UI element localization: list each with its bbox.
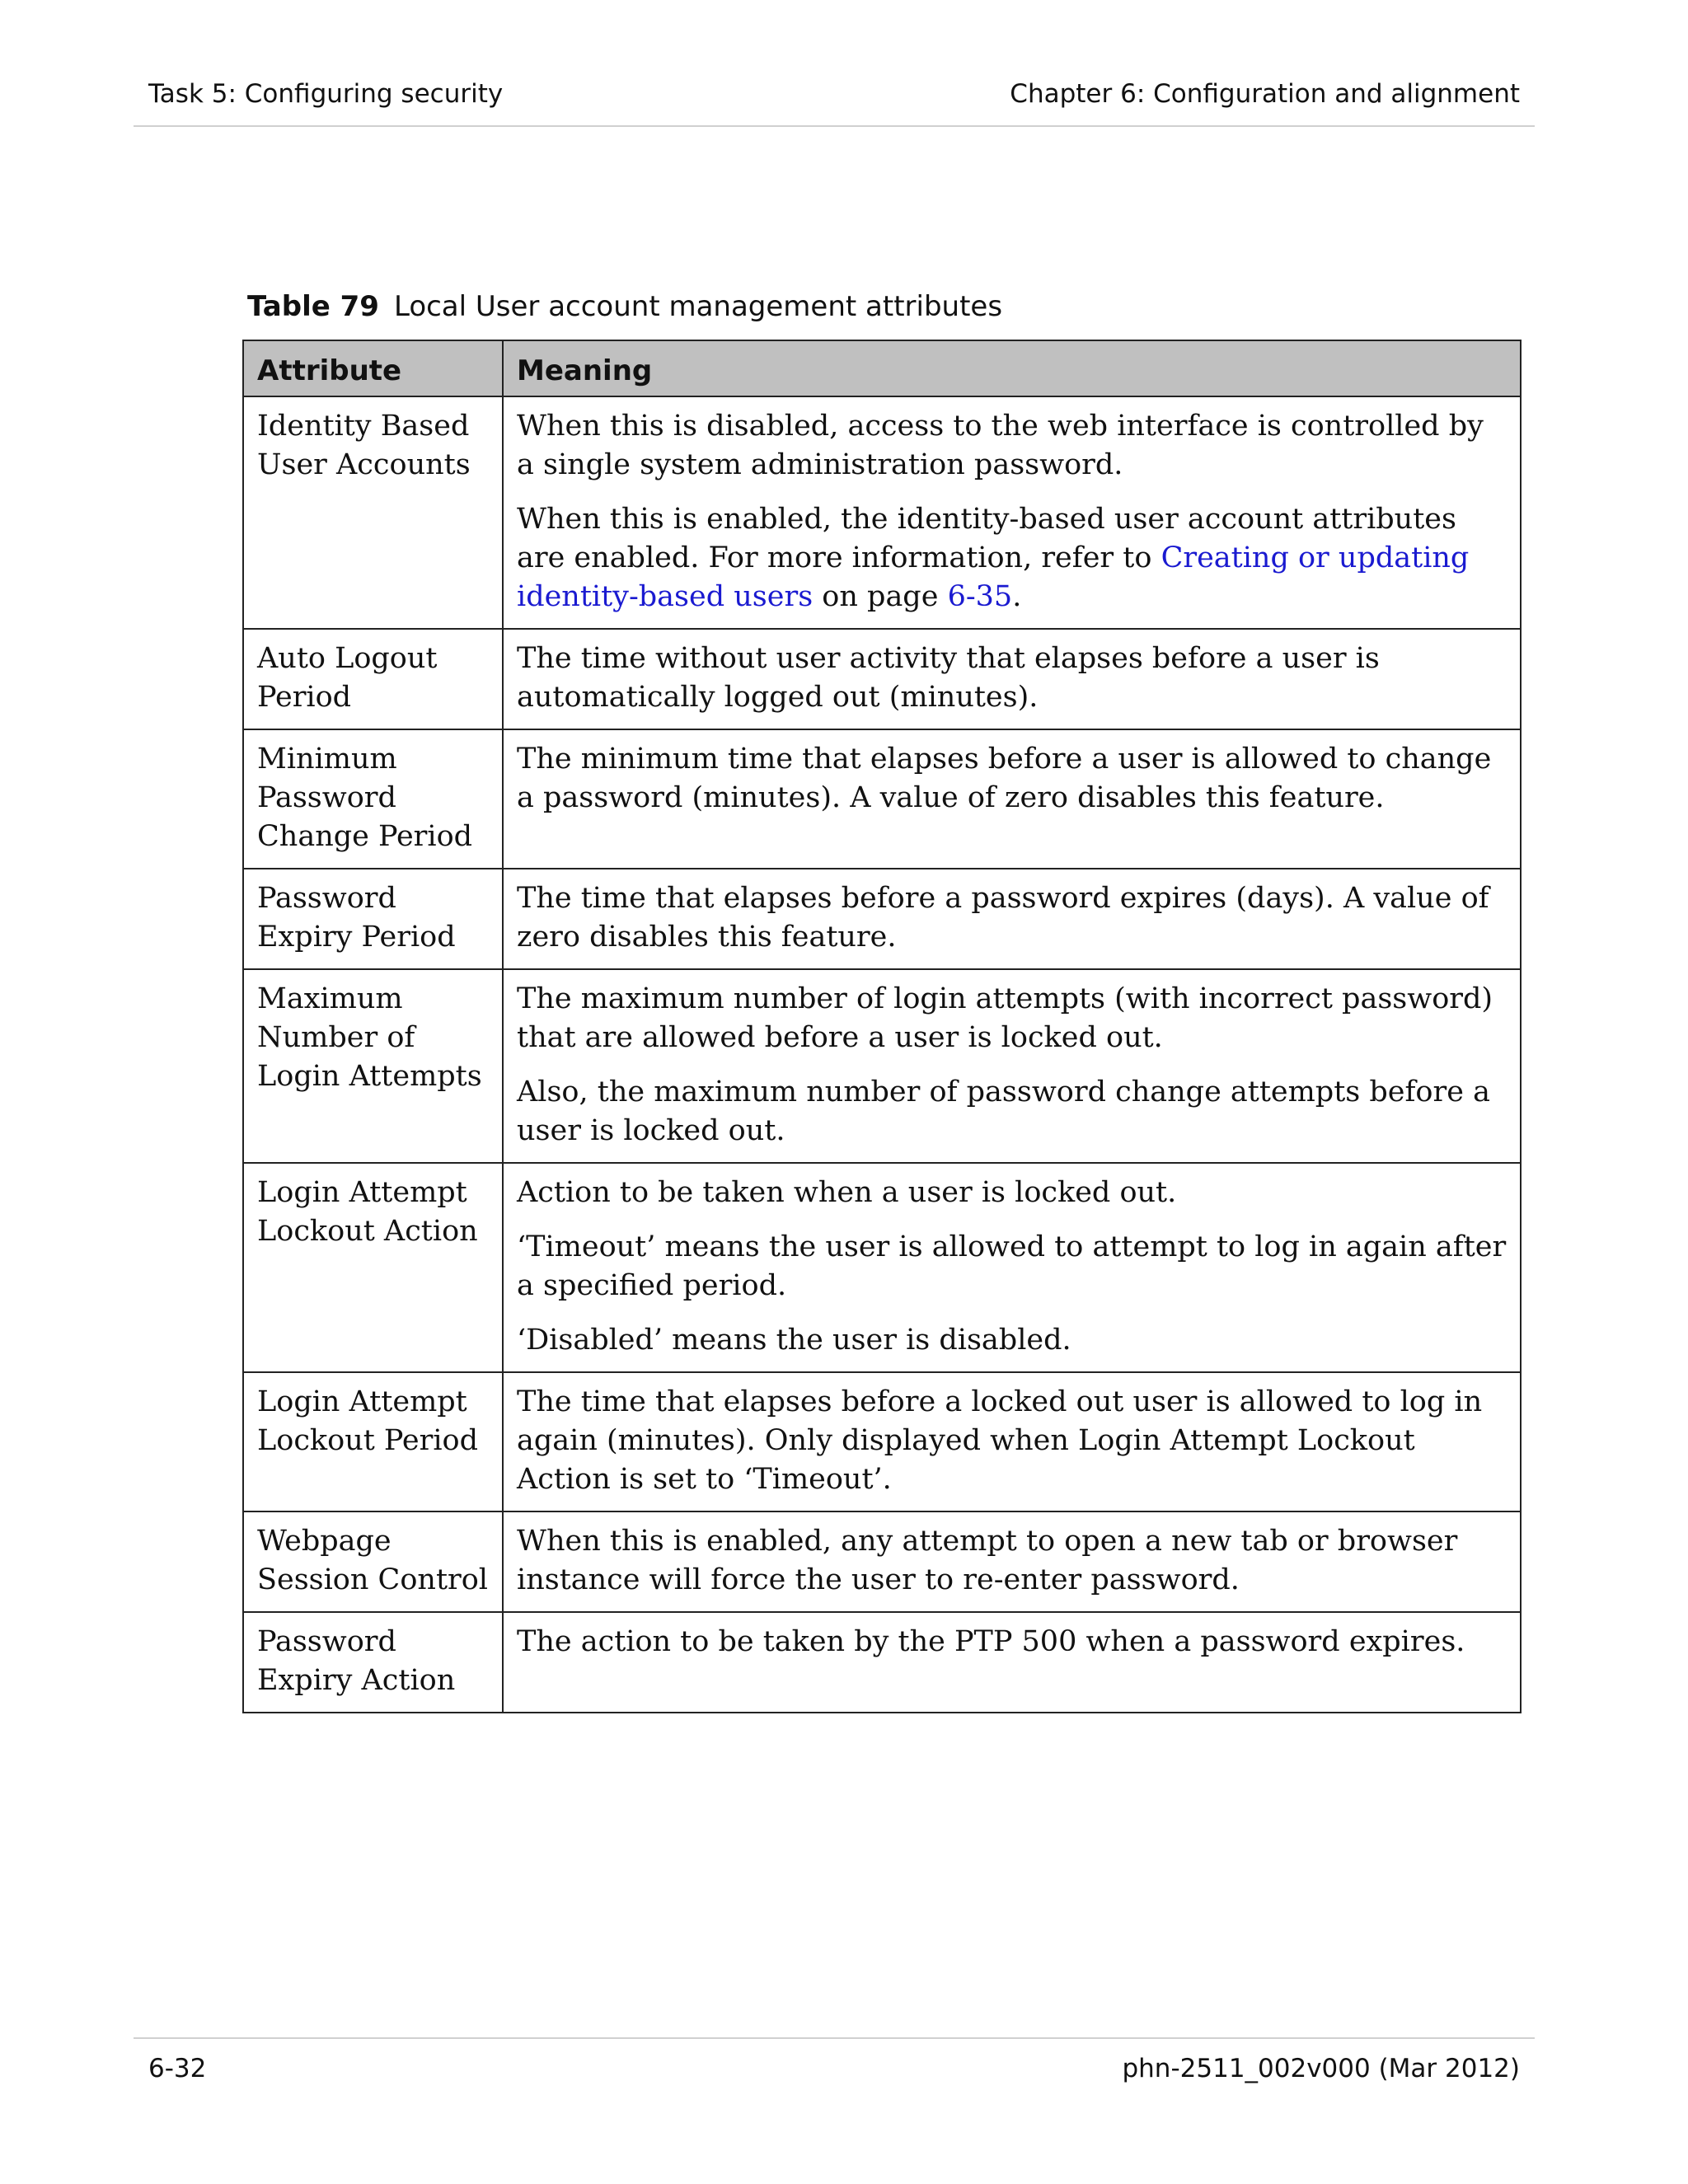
- attribute-cell: Webpage Session Control: [243, 1511, 503, 1612]
- header-section-title: Task 5: Configuring security: [148, 79, 504, 109]
- meaning-cell: [503, 1372, 1521, 1511]
- header-chapter-title: Chapter 6: Configuration and alignment: [1010, 79, 1520, 109]
- meaning-paragraph: When this is disabled, access to the web interface is controlled by a single system administration password.: [517, 410, 1484, 481]
- meaning-text: When this is enabled, the identity-based user account attributes are enabled. For more information, refer to: [517, 503, 1456, 574]
- attribute-cell: Password Expiry Period: [243, 869, 503, 969]
- table-row: [243, 1163, 1521, 1372]
- attributes-table: [242, 340, 1522, 1713]
- table-row: [243, 1372, 1521, 1511]
- meaning-paragraph: The maximum number of login attempts (with incorrect password) that are allowed before a user is locked out.: [517, 982, 1493, 1054]
- meaning-cell: [503, 629, 1521, 729]
- meaning-paragraph: ‘Timeout’ means the user is allowed to attempt to log in again after a specified period.: [517, 1230, 1507, 1302]
- meaning-cell: [503, 869, 1521, 969]
- meaning-paragraph: [517, 500, 1507, 616]
- attribute-cell: Login Attempt Lockout Period: [243, 1372, 503, 1511]
- meaning-text: on page: [813, 580, 948, 613]
- page-footer: [134, 2037, 1535, 2087]
- column-header-meaning: Meaning: [503, 340, 1521, 396]
- meaning-cell: [503, 1163, 1521, 1372]
- meaning-cell: [503, 1511, 1521, 1612]
- table-row: [243, 869, 1521, 969]
- table-row: [243, 629, 1521, 729]
- table-number: Table 79: [247, 290, 379, 323]
- table-row: [243, 396, 1521, 629]
- table-header-row: [243, 340, 1521, 396]
- table-title: Local User account management attributes: [393, 290, 1003, 323]
- table-row: [243, 1612, 1521, 1713]
- meaning-paragraph: Also, the maximum number of password change attempts before a user is locked out.: [517, 1076, 1490, 1147]
- meaning-cell: [503, 1612, 1521, 1713]
- meaning-paragraph: The time that elapses before a password expires (days). A value of zero disables this feature.: [517, 882, 1489, 954]
- page-reference-link[interactable]: 6-35: [947, 580, 1013, 613]
- attribute-cell: Minimum Password Change Period: [243, 729, 503, 869]
- attribute-cell: Identity Based User Accounts: [243, 396, 503, 629]
- meaning-cell: [503, 969, 1521, 1163]
- document-id: phn-2511_002v000 (Mar 2012): [1122, 2054, 1520, 2083]
- meaning-paragraph: The action to be taken by the PTP 500 when a password expires.: [517, 1625, 1465, 1658]
- cross-reference-link[interactable]: Creating or updating identity-based users: [517, 541, 1470, 613]
- page-header: [134, 79, 1535, 127]
- attribute-cell: Password Expiry Action: [243, 1612, 503, 1713]
- attribute-cell: Login Attempt Lockout Action: [243, 1163, 503, 1372]
- page-number: 6-32: [148, 2054, 207, 2083]
- meaning-paragraph: ‘Disabled’ means the user is disabled.: [517, 1324, 1071, 1357]
- meaning-paragraph: The time that elapses before a locked out user is allowed to log in again (minutes). Only displayed when Login Attempt Lockout Action is set to ‘Timeout’.: [517, 1385, 1483, 1496]
- table-caption: [247, 290, 1002, 323]
- column-header-attribute: Attribute: [243, 340, 503, 396]
- meaning-cell: [503, 729, 1521, 869]
- meaning-text: .: [1012, 580, 1022, 613]
- meaning-paragraph: The time without user activity that elapses before a user is automatically logged out (minutes).: [517, 642, 1380, 714]
- meaning-paragraph: Action to be taken when a user is locked out.: [517, 1176, 1177, 1209]
- meaning-paragraph: The minimum time that elapses before a user is allowed to change a password (minutes). A value of zero disables this feature.: [517, 743, 1492, 814]
- meaning-paragraph: When this is enabled, any attempt to open a new tab or browser instance will force the user to re-enter password.: [517, 1525, 1458, 1596]
- meaning-cell: [503, 396, 1521, 629]
- attribute-cell: Maximum Number of Login Attempts: [243, 969, 503, 1163]
- attribute-cell: Auto Logout Period: [243, 629, 503, 729]
- table-row: [243, 1511, 1521, 1612]
- table-row: [243, 969, 1521, 1163]
- table-row: [243, 729, 1521, 869]
